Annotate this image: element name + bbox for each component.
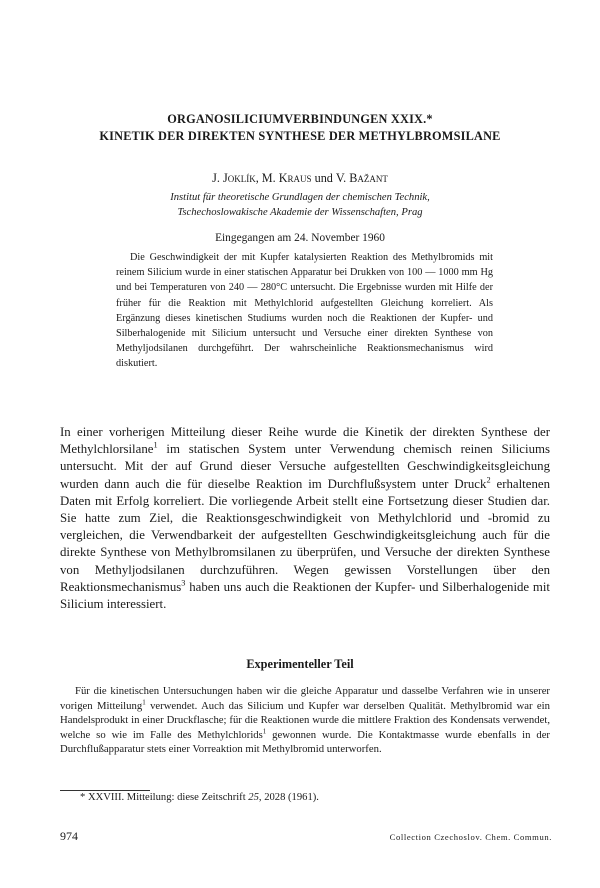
experimental-text: gewonnen wurde. Die Kontaktmasse wurde ebenfalls in der Durchflußapparatur stets einer Vorreaktion mit Methylbromid unterworfen. (60, 728, 550, 756)
article-title-line-2: KINETIK DER DIREKTEN SYNTHESE DER METHYLBROMSILANE (99, 129, 501, 143)
footnote-text: * XXVIII. Mitteilung: diese Zeitschrift (80, 792, 249, 803)
experimental-text: verwendet. Auch das Silicium und Kupfer war derselben Qualität. Methylbromid war ein Handelsprodukt in einer Druckflasche; für die Reaktionen wurde die mittlere Fraktion des Kondensats verwendet, welche so wie im Falle des Methylchlorids (60, 699, 550, 741)
author-separator: und (311, 171, 336, 185)
intro-text: In einer vorherigen Mitteilung dieser Reihe wurde die Kinetik der direkten Synthese der Methylchlorsilane (60, 425, 550, 457)
author-list (40, 171, 560, 186)
introduction-paragraph (60, 424, 550, 613)
experimental-paragraph (60, 684, 550, 757)
intro-text: haben uns auch die Reaktionen der Kupfer- und Silberhalogenide mit Silicium interessiert. (60, 579, 550, 612)
page-number: 974 (60, 829, 78, 843)
reference-marker: 1 (142, 698, 146, 707)
institution-line-1: Institut für theoretische Grundlagen der chemischen Technik, (170, 192, 430, 203)
reference-marker: 1 (153, 440, 158, 450)
author-bazant: V. Bažant (335, 171, 388, 185)
author-separator: , (255, 171, 262, 185)
footnote-volume: 25 (248, 792, 259, 803)
footnote-text: , 2028 (1961). (258, 792, 319, 803)
institution-line-2: Tschechoslowakische Akademie der Wissenschaften, Prag (177, 207, 423, 218)
journal-name: Collection Czechoslov. Chem. Commun. (389, 832, 552, 842)
intro-text: erhaltenen Daten mit Erfolg korreliert. Die vorliegende Arbeit stellt eine Fortsetzung dieser Studien dar. Sie hatte zum Ziel, die Reaktionsgeschwindigkeit von Methylchlorid und -bromid zu vergleichen, die Verwendbarkeit der aufgestellten Geschwindigkeitsgleichung auch für die direkte Synthese von Methylbromsilanen zu überprüfen, und Versuche der direkten Synthese von Methyljodsilanen durchzuführen. Wegen gewissen Vorstellungen über den Reaktionsmechanismus (60, 476, 550, 594)
reference-marker: 3 (181, 578, 186, 588)
intro-text: im statischen System unter Verwendung chemisch reinen Siliciums untersucht. Mit der auf Grund dieser Versuche aufgestellten Geschwindigkeitsgleichung wurden dann auch die für dieselbe Reaktion im Durchflußsystem unter Druck (60, 442, 550, 491)
experimental-text: Für die kinetischen Untersuchungen haben wir die gleiche Apparatur und dasselbe Verfahren wie in unserer vorigen Mitteilung (60, 685, 550, 712)
received-date: Eingegangen am 24. November 1960 (215, 232, 385, 244)
article-title-line-1: ORGANOSILICIUMVERBINDUNGEN XXIX.* (167, 112, 433, 126)
reference-marker: 2 (486, 475, 491, 485)
footnote-rule (60, 790, 150, 791)
abstract: Die Geschwindigkeit der mit Kupfer katalysierten Reaktion des Methylbromids mit reinem Silicium wurde in einer statischen Apparatur bei Drukken von 100 — 1000 mm Hg und bei Temperaturen von 240 — 280°C untersucht. Die Ergebnisse wurden mit Hilfe der früher für die Reaktion mit Methylchlorid aufgestellten Gleichung korreliert. Als Ergänzung dieses kinetischen Studiums wurden noch die Reaktionen der Kupfer- und Silberhalogenide mit Silicium untersucht und Versuche einer direkten Synthese von Methyljodsilanen durchgeführt. Der wahrscheinliche Reaktionsmechanismus wird diskutiert. (116, 252, 493, 370)
author-kraus: M. Kraus (261, 171, 312, 185)
reference-marker: 1 (262, 727, 267, 736)
author-joklik: J. Joklík (212, 171, 256, 185)
section-heading: Experimenteller Teil (246, 657, 354, 671)
footnote (80, 792, 550, 803)
